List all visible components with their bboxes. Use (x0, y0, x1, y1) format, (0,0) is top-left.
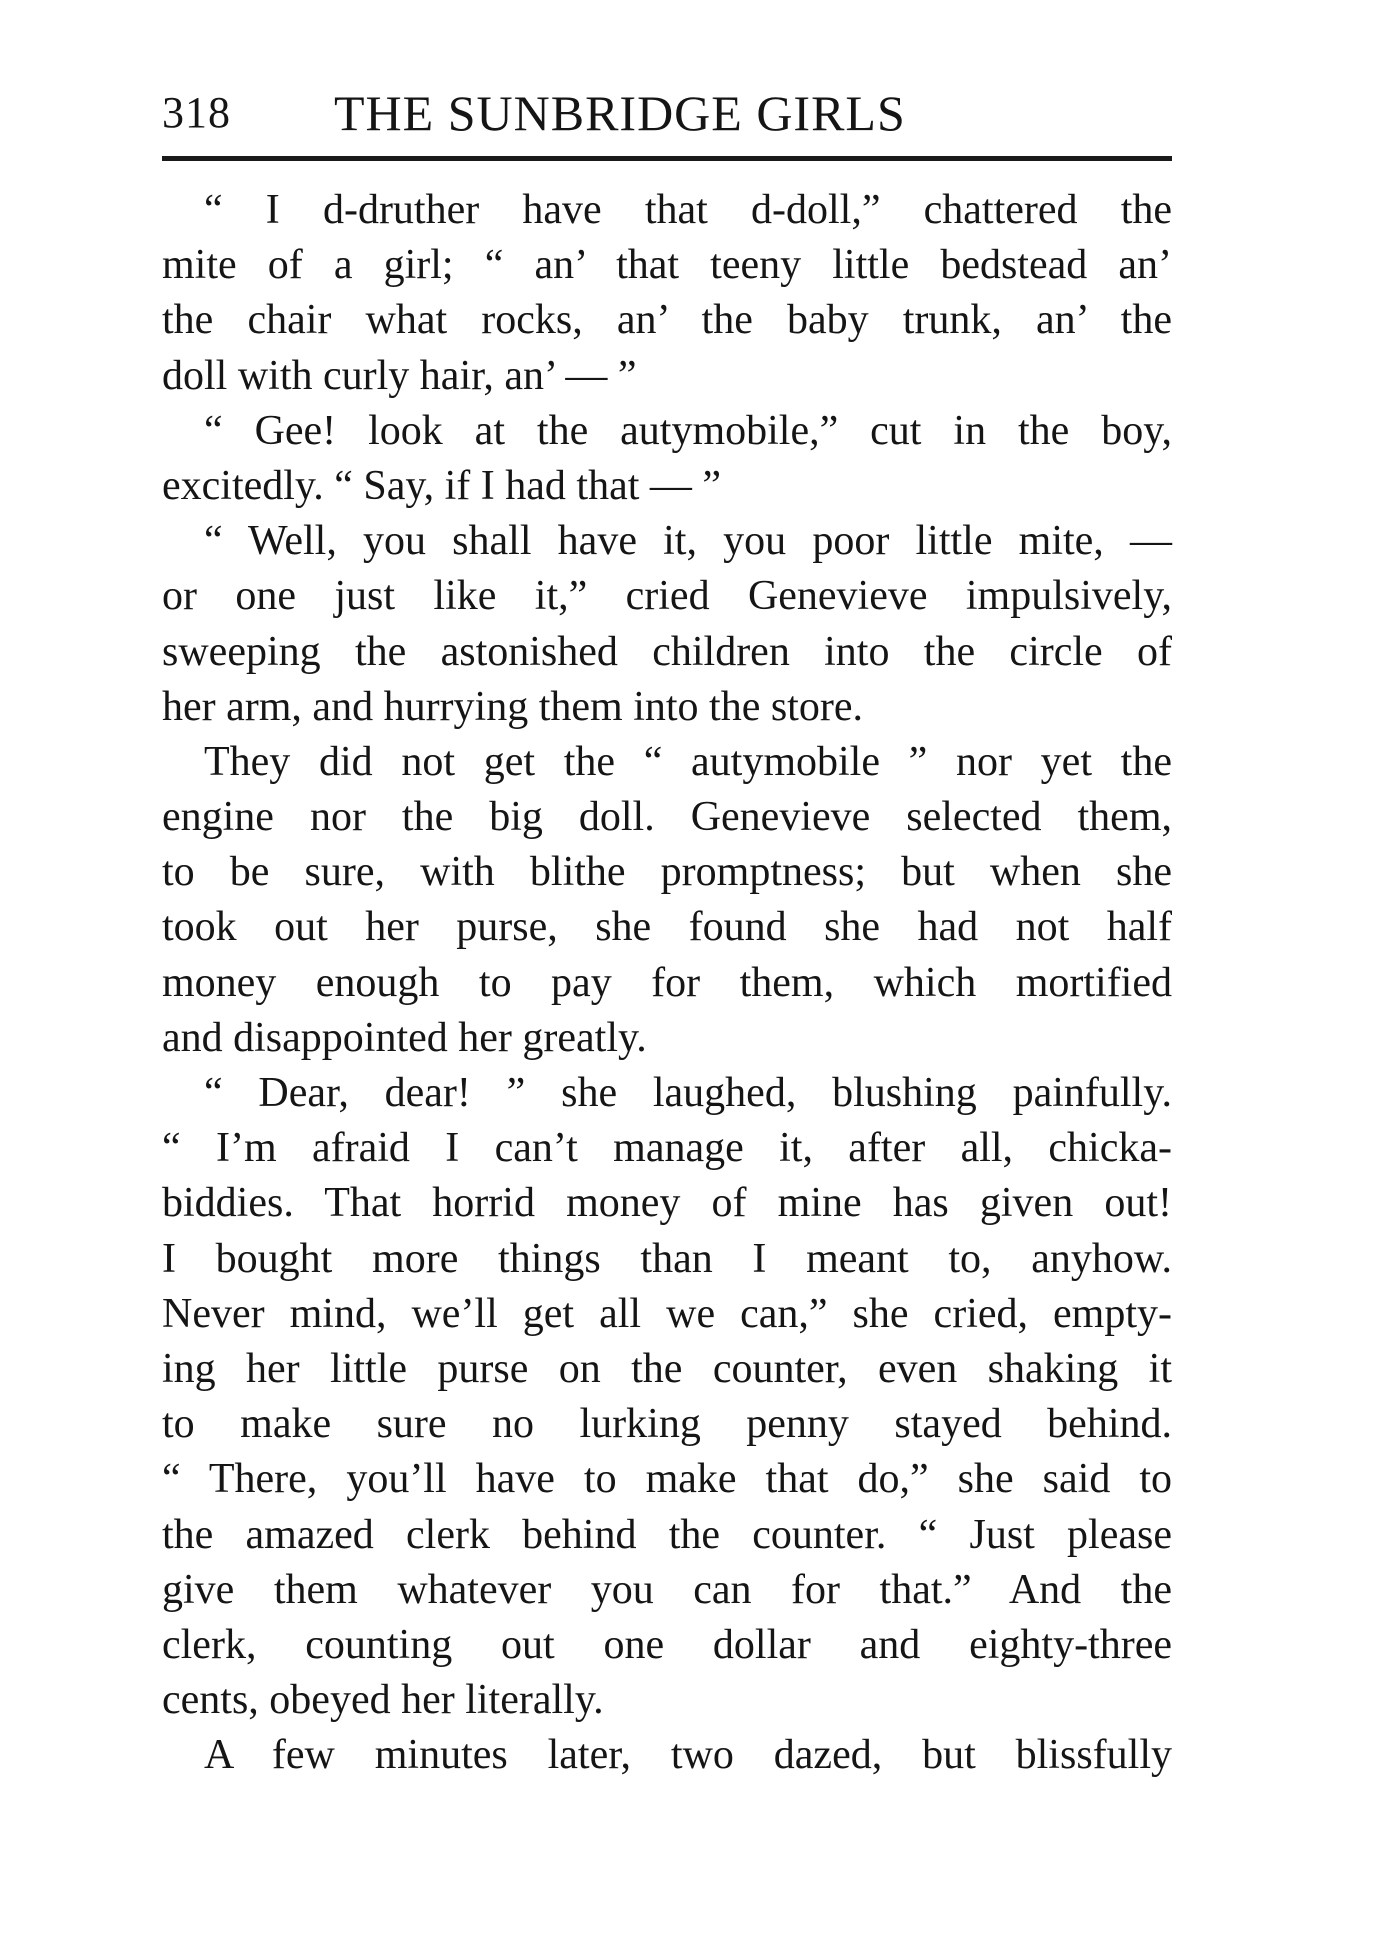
text-line: the chair what rocks, an’ the baby trunk, an’ the (162, 297, 1172, 344)
page-header (162, 78, 1172, 148)
text-line: sweeping the astonished children into the circle of (162, 628, 1172, 675)
text-line: to make sure no lurking penny stayed behind. (162, 1401, 1172, 1448)
text-line: A few minutes later, two dazed, but blissfully (204, 1732, 1172, 1779)
text-line: clerk, counting out one dollar and eighty-three (162, 1621, 1172, 1668)
text-line: the amazed clerk behind the counter. “ Just please (162, 1511, 1172, 1558)
text-line: “ I’m afraid I can’t manage it, after all, chicka- (162, 1125, 1172, 1172)
text-line: cents, obeyed her literally. (162, 1677, 604, 1724)
text-line: “ There, you’ll have to make that do,” she said to (162, 1456, 1172, 1503)
page-number: 318 (162, 88, 231, 137)
text-line: money enough to pay for them, which mortified (162, 959, 1172, 1006)
body-text (162, 183, 1172, 1783)
text-line: engine nor the big doll. Genevieve selected them, (162, 794, 1172, 841)
header-rule (162, 156, 1172, 161)
text-line: “ Gee! look at the autymobile,” cut in the boy, (204, 407, 1172, 454)
text-line: or one just like it,” cried Genevieve impulsively, (162, 573, 1172, 620)
text-line: “ Dear, dear! ” she laughed, blushing painfully. (204, 1070, 1172, 1116)
text-line: biddies. That horrid money of mine has given out! (162, 1180, 1172, 1227)
text-line: ing her little purse on the counter, even shaking it (162, 1345, 1172, 1392)
text-line: I bought more things than I meant to, anyhow. (162, 1235, 1172, 1282)
text-line: Never mind, we’ll get all we can,” she cried, empty- (162, 1290, 1172, 1337)
text-line: give them whatever you can for that.” And the (162, 1566, 1172, 1613)
text-line: and disappointed her greatly. (162, 1014, 647, 1061)
text-line: “ Well, you shall have it, you poor little mite, — (204, 518, 1172, 565)
text-line: “ I d-druther have that d-doll,” chattered the (204, 187, 1172, 233)
text-line: doll with curly hair, an’ — ” (162, 352, 637, 399)
text-line: to be sure, with blithe promptness; but when she (162, 849, 1172, 896)
text-line: excitedly. “ Say, if I had that — ” (162, 462, 722, 509)
text-line: They did not get the “ autymobile ” nor yet the (204, 738, 1172, 785)
text-line: her arm, and hurrying them into the store. (162, 683, 863, 730)
text-line: took out her purse, she found she had not half (162, 904, 1172, 951)
text-line: mite of a girl; “ an’ that teeny little bedstead an’ (162, 242, 1172, 289)
running-title: THE SUNBRIDGE GIRLS (334, 85, 906, 141)
